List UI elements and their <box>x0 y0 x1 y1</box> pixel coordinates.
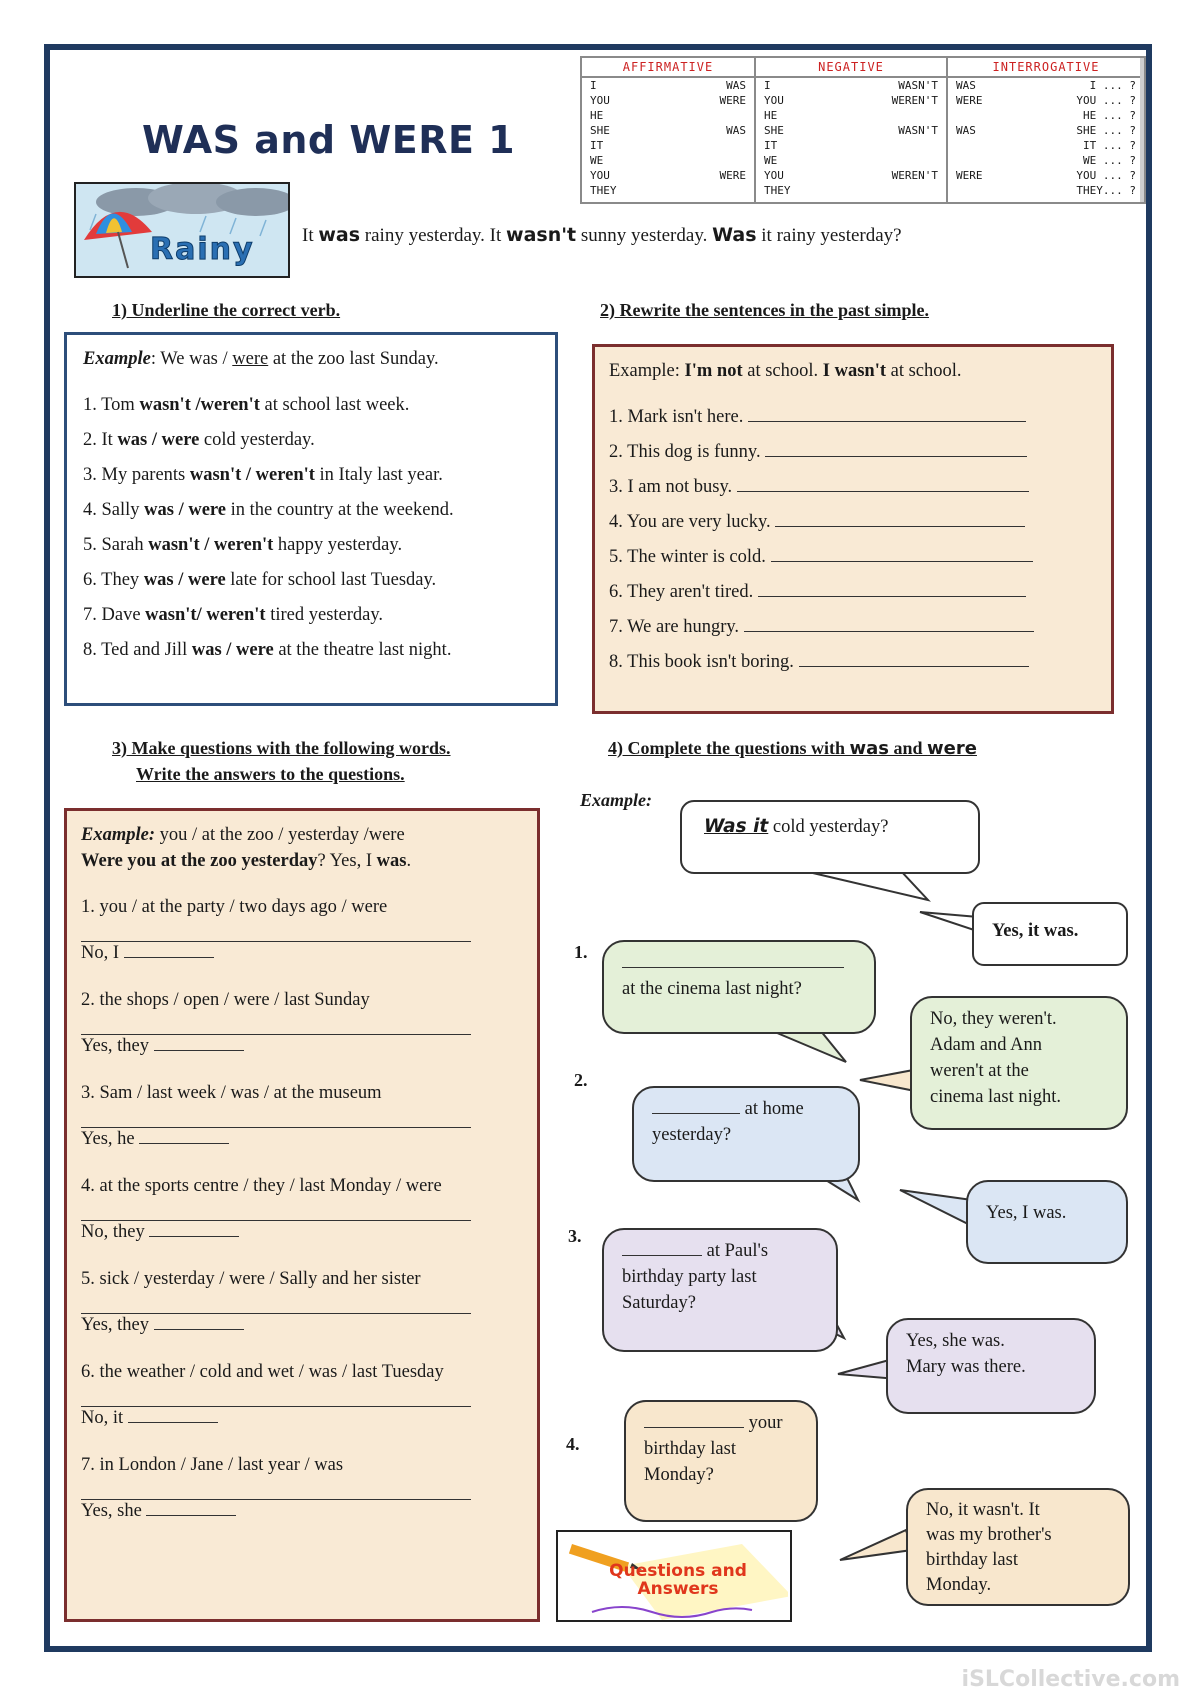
section1-item: 4. Sally was / were in the country at the weekend. <box>83 500 454 520</box>
table-cell: IT ... ? <box>1083 139 1136 152</box>
table-cell: WAS <box>726 124 746 137</box>
section3-answer: Yes, he <box>81 1129 229 1150</box>
section3-example-words: Example: you / at the zoo / yesterday /were <box>81 825 405 845</box>
answer-bubble-2: Yes, I was. <box>966 1180 1128 1264</box>
table-cell: WERE <box>956 94 983 107</box>
section3-answer: Yes, they <box>81 1036 244 1057</box>
section3-words: 3. Sam / last week / was / at the museum <box>81 1083 382 1103</box>
table-cell: YOU <box>590 169 610 182</box>
section2-item: 6. They aren't tired. <box>609 582 1026 603</box>
verb-options[interactable]: wasn't/ weren't <box>145 605 266 625</box>
question-bubble-3: at Paul's birthday party last Saturday? <box>602 1228 838 1352</box>
interrogative-header: INTERROGATIVE <box>948 58 1144 78</box>
section2-item: 3. I am not busy. <box>609 477 1029 498</box>
table-cell: WE <box>590 154 604 167</box>
table-cell: YOU <box>764 169 784 182</box>
table-cell: SHE <box>764 124 784 137</box>
questions-answers-logo <box>556 1530 792 1622</box>
answer-bubble-3: Yes, she was. Mary was there. <box>886 1318 1096 1414</box>
section3-heading-1: 3) Make questions with the following words. <box>112 738 451 758</box>
rainy-label: Rainy <box>150 232 255 267</box>
section2-item: 2. This dog is funny. <box>609 442 1027 463</box>
verb-options[interactable]: wasn't / weren't <box>189 465 315 485</box>
table-cell: WASN'T <box>898 124 938 137</box>
section3-words: 7. in London / Jane / last year / was <box>81 1455 344 1475</box>
section2-item: 4. You are very lucky. <box>609 512 1025 533</box>
table-cell: IT <box>590 139 604 152</box>
question-number-3: 3. <box>568 1226 582 1246</box>
answer-blank[interactable] <box>644 1413 744 1428</box>
table-cell: WAS <box>956 124 976 137</box>
answer-blank[interactable] <box>652 1099 740 1114</box>
worksheet-title: WAS and WERE 1 <box>142 118 516 162</box>
watermark: iSLCollective.com <box>961 1667 1180 1692</box>
table-cell: YOU ... ? <box>1076 169 1136 182</box>
question-number-4: 4. <box>566 1434 580 1454</box>
answer-bubble-1: No, they weren't. Adam and Ann weren't at the cinema last night. <box>910 996 1128 1130</box>
table-cell: I <box>764 79 771 92</box>
section1-item: 5. Sarah wasn't / weren't happy yesterday. <box>83 535 403 555</box>
answer-blank[interactable] <box>622 953 844 968</box>
section4-example-label: Example: <box>580 790 652 810</box>
table-cell: WERE <box>956 169 983 182</box>
table-cell: WASN'T <box>898 79 938 92</box>
section1-item: 3. My parents wasn't / weren't in Italy last year. <box>83 465 443 485</box>
section3-answer: Yes, she <box>81 1501 236 1522</box>
section1-item: 2. It was / were cold yesterday. <box>83 430 315 450</box>
section4-heading: 4) Complete the questions with was and were <box>608 738 977 759</box>
intro-sentences: It was rainy yesterday. It wasn't sunny yesterday. Was it rainy yesterday? <box>302 224 902 246</box>
question-number-1: 1. <box>574 942 588 962</box>
verb-options[interactable]: was / were <box>117 430 200 450</box>
section1-example: Example: We was / were at the zoo last Sunday. <box>83 349 439 369</box>
section1-item: 1. Tom wasn't /weren't at school last week. <box>83 395 410 415</box>
table-cell: THEY... ? <box>1076 184 1136 197</box>
section1-item: 6. They was / were late for school last Tuesday. <box>83 570 437 590</box>
question-number-2: 2. <box>574 1070 588 1090</box>
example-question-bubble: Was it cold yesterday? <box>680 800 980 874</box>
section1-item: 7. Dave wasn't/ weren't tired yesterday. <box>83 605 384 625</box>
verb-options[interactable]: was / were <box>144 500 227 520</box>
table-cell: HE <box>590 109 604 122</box>
section3-answer: No, I <box>81 943 214 964</box>
affirmative-header: AFFIRMATIVE <box>582 58 754 78</box>
section3-words: 4. at the sports centre / they / last Monday / were <box>81 1176 442 1196</box>
verb-options[interactable]: wasn't / weren't <box>148 535 274 555</box>
logo-text: Questions and Answers <box>609 1561 747 1599</box>
section2-heading: 2) Rewrite the sentences in the past simple. <box>600 300 929 320</box>
table-cell: SHE <box>590 124 610 137</box>
verb-options[interactable]: wasn't /weren't <box>139 395 260 415</box>
table-cell: I ... ? <box>1089 79 1136 92</box>
section3-words: 2. the shops / open / were / last Sunday <box>81 990 370 1010</box>
section2-item: 7. We are hungry. <box>609 617 1034 638</box>
table-cell: WE <box>764 154 778 167</box>
section2-item: 8. This book isn't boring. <box>609 652 1029 673</box>
section2-item: 1. Mark isn't here. <box>609 407 1026 428</box>
table-cell: YOU <box>764 94 784 107</box>
section3-words: 6. the weather / cold and wet / was / last Tuesday <box>81 1362 444 1382</box>
verb-options[interactable]: was / were <box>143 570 226 590</box>
table-cell: THEY <box>764 184 791 197</box>
table-cell: THEY <box>590 184 617 197</box>
section3-answer: Yes, they <box>81 1315 244 1336</box>
table-cell: SHE ... ? <box>1076 124 1136 137</box>
table-cell: WERE <box>719 94 746 107</box>
table-cell: WAS <box>956 79 976 92</box>
section2-example: Example: I'm not at school. I wasn't at school. <box>609 361 962 381</box>
answer-blank[interactable] <box>622 1241 702 1256</box>
table-cell: WERE <box>719 169 746 182</box>
section1-heading: 1) Underline the correct verb. <box>112 300 341 320</box>
section1-item: 8. Ted and Jill was / were at the theatre last night. <box>83 640 452 660</box>
section3-heading-2: Write the answers to the questions. <box>136 764 405 784</box>
section3-answer: No, they <box>81 1222 239 1243</box>
section3-example-answer: Were you at the zoo yesterday? Yes, I was. <box>81 851 412 871</box>
table-cell: IT <box>764 139 778 152</box>
table-cell: WEREN'T <box>891 169 938 182</box>
table-cell: YOU ... ? <box>1076 94 1136 107</box>
example-answer-bubble: Yes, it was. <box>972 902 1128 966</box>
table-cell: WAS <box>726 79 746 92</box>
table-cell: WEREN'T <box>891 94 938 107</box>
question-bubble-4: your birthday last Monday? <box>624 1400 818 1522</box>
section3-answer: No, it <box>81 1408 218 1429</box>
question-bubble-2: at home yesterday? <box>632 1086 860 1182</box>
table-cell: WE ... ? <box>1083 154 1136 167</box>
table-cell: HE <box>764 109 778 122</box>
verb-options[interactable]: was / were <box>191 640 274 660</box>
table-cell: YOU <box>590 94 610 107</box>
negative-header: NEGATIVE <box>756 58 946 78</box>
section3-words: 1. you / at the party / two days ago / were <box>81 897 388 917</box>
answer-bubble-4: No, it wasn't. It was my brother's birthday last Monday. <box>906 1488 1130 1606</box>
table-cell: I <box>590 79 597 92</box>
question-bubble-1: at the cinema last night? <box>602 940 876 1034</box>
table-cell: HE ... ? <box>1083 109 1136 122</box>
section2-item: 5. The winter is cold. <box>609 547 1033 568</box>
section3-words: 5. sick / yesterday / were / Sally and her sister <box>81 1269 421 1289</box>
